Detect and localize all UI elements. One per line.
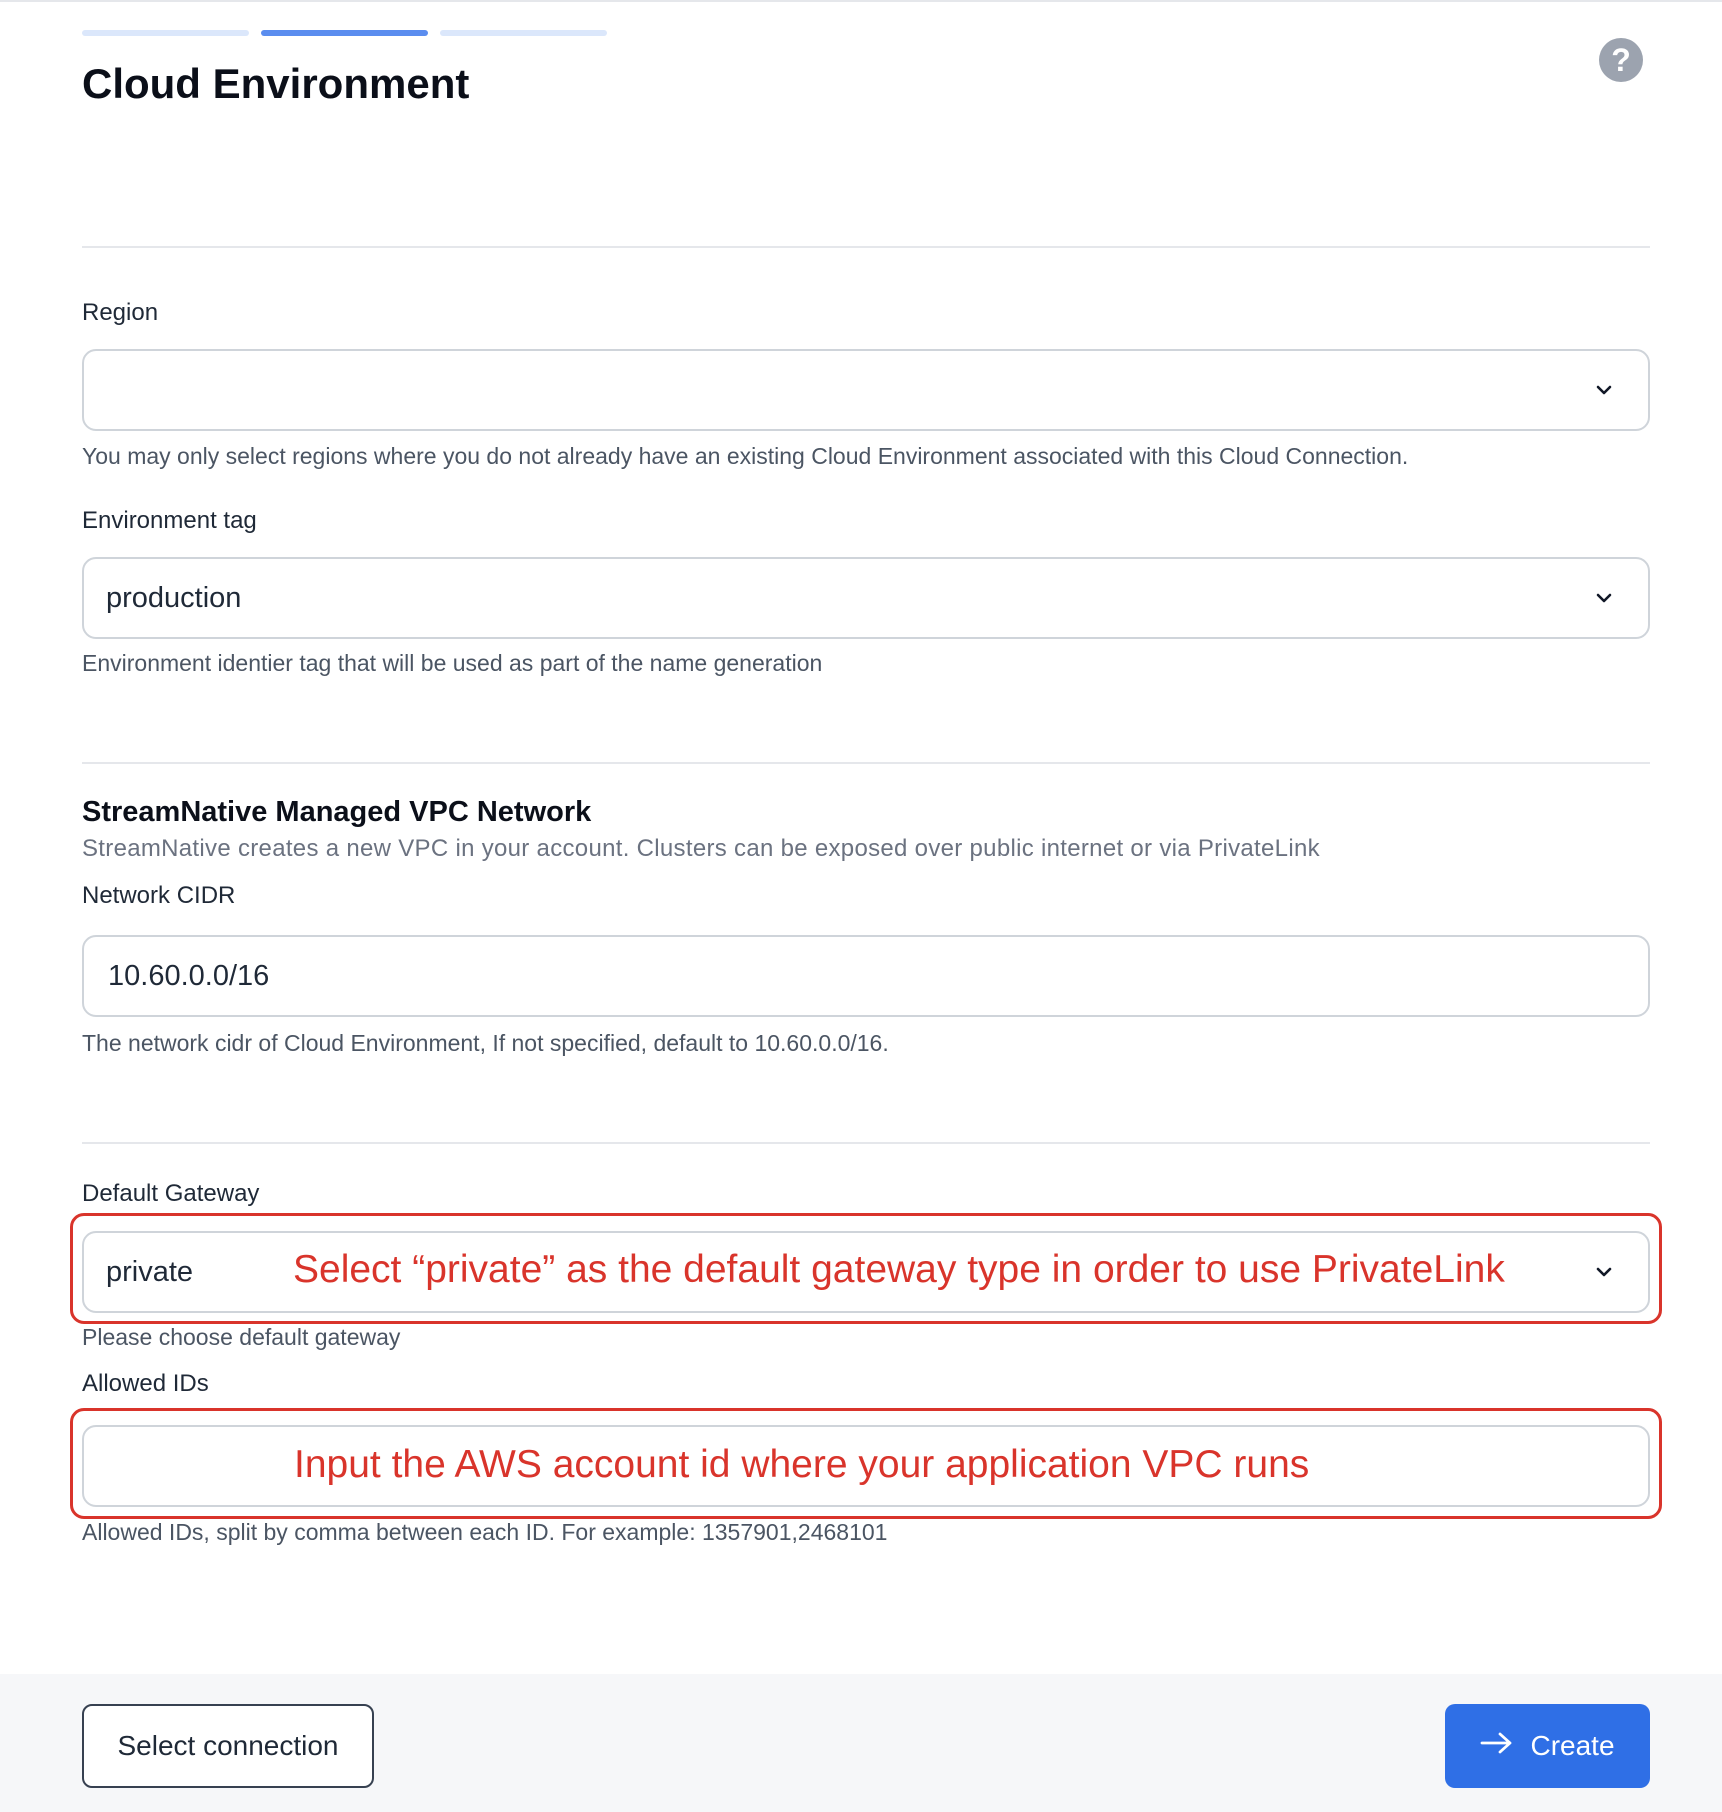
- default-gateway-label: Default Gateway: [82, 1180, 260, 1207]
- environment-tag-label: Environment tag: [82, 507, 257, 534]
- select-connection-button[interactable]: Select connection: [82, 1704, 374, 1788]
- allowed-ids-hint: Allowed IDs, split by comma between each ID. For example: 1357901,2468101: [82, 1519, 888, 1545]
- divider: [82, 246, 1650, 248]
- divider: [82, 1142, 1650, 1144]
- default-gateway-hint: Please choose default gateway: [82, 1324, 401, 1350]
- region-select[interactable]: [82, 349, 1650, 431]
- question-circle-icon[interactable]: ?: [1599, 38, 1643, 82]
- divider: [82, 762, 1650, 764]
- progress-step-1: [82, 30, 249, 36]
- environment-tag-hint: Environment identier tag that will be used as part of the name generation: [82, 650, 823, 676]
- environment-tag-select[interactable]: [82, 557, 1650, 639]
- chevron-down-icon: [1596, 1264, 1612, 1280]
- chevron-down-icon: [1596, 382, 1612, 398]
- progress-step-2: [261, 30, 428, 36]
- default-gateway-annotation: Select “private” as the default gateway type in order to use PrivateLink: [293, 1248, 1505, 1291]
- vpc-section-description: StreamNative creates a new VPC in your account. Clusters can be exposed over public internet or via PrivateLink: [82, 835, 1320, 862]
- region-hint: You may only select regions where you do not already have an existing Cloud Environment associated with this Cloud Connection.: [82, 443, 1409, 469]
- allowed-ids-annotation: Input the AWS account id where your application VPC runs: [294, 1443, 1310, 1486]
- network-cidr-label: Network CIDR: [82, 882, 236, 909]
- chevron-down-icon: [1596, 590, 1612, 606]
- create-button-label: Create: [1530, 1730, 1615, 1761]
- create-button[interactable]: [1445, 1704, 1650, 1788]
- allowed-ids-label: Allowed IDs: [82, 1370, 209, 1397]
- arrow-right-icon: [1480, 1730, 1514, 1762]
- default-gateway-value: private: [106, 1255, 194, 1288]
- environment-tag-value: production: [106, 581, 242, 614]
- progress-steps: [82, 30, 607, 36]
- vpc-section-title: StreamNative Managed VPC Network: [82, 796, 592, 828]
- network-cidr-input[interactable]: [82, 935, 1650, 1017]
- progress-step-3: [440, 30, 607, 36]
- network-cidr-value: 10.60.0.0/16: [108, 959, 270, 992]
- page-title: Cloud Environment: [82, 60, 470, 107]
- region-label: Region: [82, 299, 159, 326]
- network-cidr-hint: The network cidr of Cloud Environment, If not specified, default to 10.60.0.0/16.: [82, 1030, 889, 1056]
